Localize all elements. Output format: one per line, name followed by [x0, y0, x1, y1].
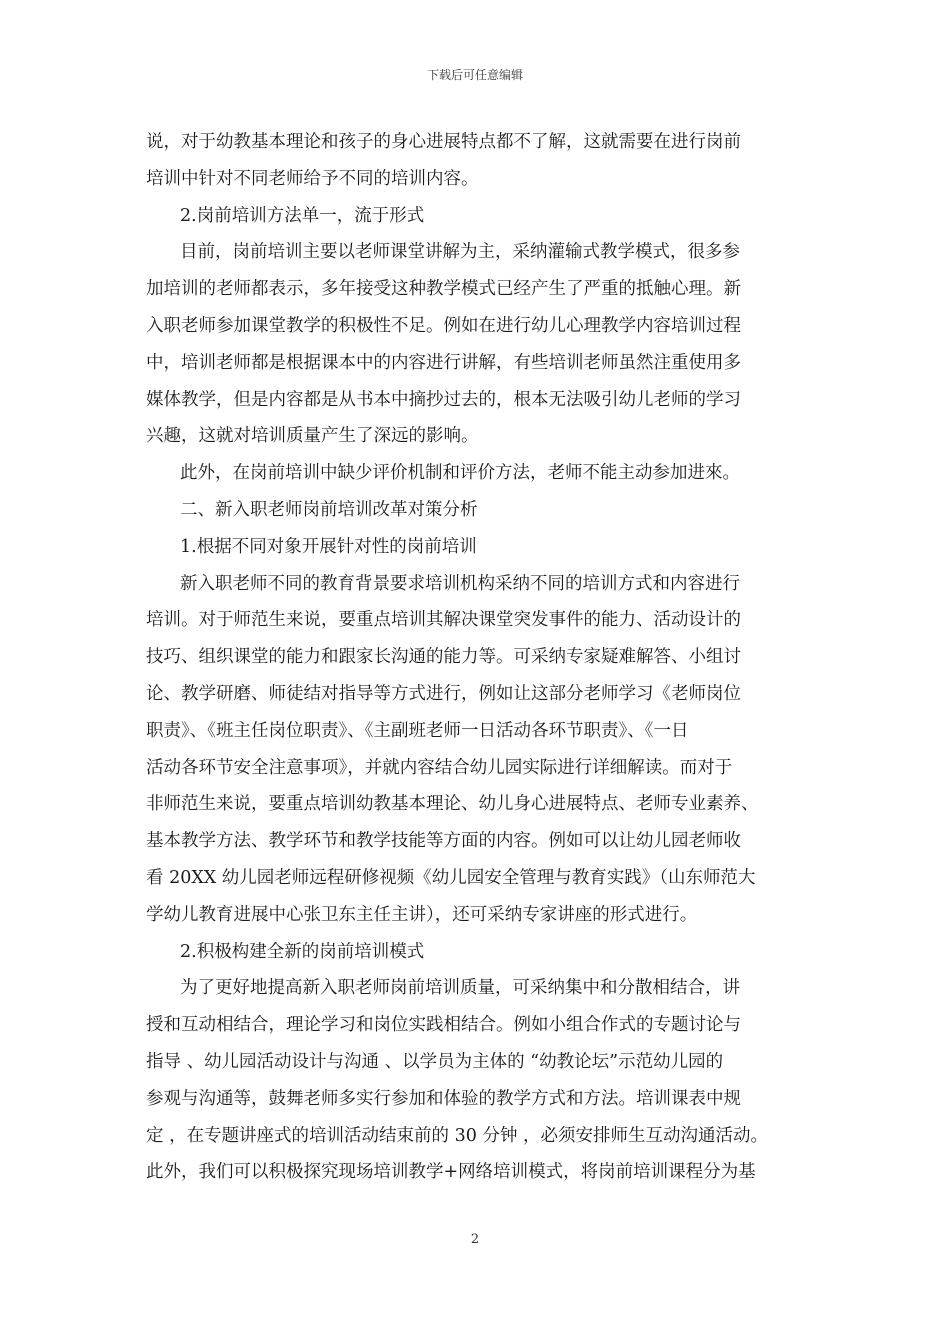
text-line: 新入职老师不同的教育背景要求培训机构采纳不同的培训方式和内容进行 [180, 573, 740, 594]
section-heading: 2.岗前培训方法单一，流于形式 [180, 205, 425, 226]
text-line: 参观与沟通等，鼓舞老师多实行参加和体验的教学方式和方法。培训课表中规 [146, 1088, 741, 1109]
text-line: 兴趣，这就对培训质量产生了深远的影响。 [146, 426, 479, 447]
text-line: 为了更好地提高新入职老师岗前培训质量，可采纳集中和分散相结合，讲 [180, 978, 740, 999]
text-line: 技巧、组织课堂的能力和跟家长沟通的能力等。可采纳专家疑难解答、小组讨 [146, 647, 741, 668]
page-number: 2 [470, 1232, 480, 1247]
text-line: 此外，我们可以积极探究现场培训教学+网络培训模式，将岗前培训课程分为基 [146, 1162, 756, 1183]
document-body [146, 124, 806, 1191]
text-line: 媒体教学，但是内容都是从书本中摘抄过去的，根本无法吸引幼儿老师的学习 [146, 389, 741, 410]
text-line: 论、教学研磨、师徒结对指导等方式进行，例如让这部分老师学习《老师岗位 [146, 683, 741, 704]
text-line: 加培训的老师都表示，多年接受这种教学模式已经产生了严重的抵触心理。新 [146, 279, 741, 300]
text-line: 职责》、《班主任岗位职责》、《主副班老师一日活动各环节职责》、《一日 [146, 720, 689, 741]
text-line: 中，培训老师都是根据课本中的内容进行讲解，有些培训老师虽然注重使用多 [146, 352, 741, 373]
text-line: 培训中针对不同老师给予不同的培训内容。 [146, 168, 479, 189]
text-line: 此外，在岗前培训中缺少评价机制和评价方法，老师不能主动参加进來。 [180, 463, 740, 484]
text-line: 入职老师参加课堂教学的积极性不足。例如在进行幼儿心理教学内容培训过程 [146, 315, 741, 336]
text-line: 非师范生来说，要重点培训幼教基本理论、幼儿身心进展特点、老师专业素养、 [146, 794, 759, 815]
text-line: 学幼儿教育进展中心张卫东主任主讲），还可采纳专家讲座的形式进行。 [146, 904, 698, 925]
page-header: 下载后可任意编辑 [426, 68, 523, 82]
text-line: 指导 、幼儿园活动设计与沟通 、以学员为主体的 “幼教论坛”示范幼儿园的 [146, 1051, 724, 1072]
text-line: 目前，岗前培训主要以老师课堂讲解为主，采纳灌输式教学模式，很多参 [180, 242, 740, 263]
text-line: 看 20XX 幼儿园老师远程研修视频《幼儿园安全管理与教育实践》（山东师范大 [146, 867, 756, 888]
section-heading: 1.根据不同对象开展针对性的岗前培训 [180, 536, 477, 557]
text-line: 培训。对于师范生来说，要重点培训其解决课堂突发事件的能力、活动设计的 [146, 610, 741, 631]
section-heading: 2.积极构建全新的岗前培训模式 [180, 941, 425, 962]
text-line: 基本教学方法、教学环节和教学技能等方面的内容。例如可以让幼儿园老师收 [146, 831, 741, 852]
section-heading: 二、新入职老师岗前培训改革对策分析 [180, 499, 478, 520]
text-line: 活动各环节安全注意事项》，并就内容结合幼儿园实际进行详细解读。而对于 [146, 757, 733, 778]
text-line: 定 ，在专题讲座式的培训活动结束前的 30 分钟 ，必须安排师生互动沟通活动。 [146, 1125, 769, 1146]
text-line: 授和互动相结合，理论学习和岗位实践相结合。例如小组合作式的专题讨论与 [146, 1015, 741, 1036]
text-line: 说，对于幼教基本理论和孩子的身心进展特点都不了解，这就需要在进行岗前 [146, 132, 741, 152]
